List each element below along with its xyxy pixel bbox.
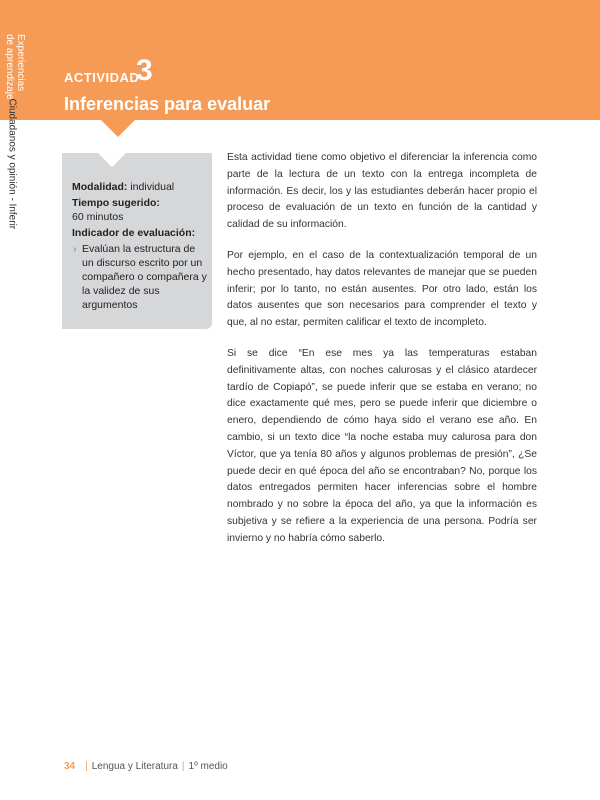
activity-number: 3	[136, 54, 153, 87]
footer-separator: |	[85, 761, 88, 772]
header-notch	[100, 119, 136, 137]
activity-info-content	[72, 180, 208, 314]
activity-body	[227, 150, 537, 562]
modalidad-value: individual	[130, 181, 175, 193]
indicador-row	[72, 226, 208, 312]
footer-separator: |	[181, 761, 185, 772]
indicador-item: › Evalúan la estructura de un discurso escrito por un compañero o compañera y la validez de sus argumentos	[82, 242, 208, 312]
tiempo-label: Tiempo sugerido:	[72, 197, 160, 209]
tiempo-value: 60 minutos	[72, 211, 124, 223]
indicador-list	[72, 242, 208, 312]
footer-subject: Lengua y Literatura	[91, 761, 178, 772]
body-paragraph-3: Si se dice “En ese mes ya las temperaturas estaban definitivamente altas, con noches calurosas y el clásico atardecer tardío de Copiapó”, se puede inferir que se estaba en verano; no dice exactamente qué mes, pero se puede inferir que diciembre o enero, dependiendo de cómo haya sido el verano ese año. En cambio, si un texto dice “la noche estaba muy calurosa para don Víctor, que ya tenía 80 años y algunos problemas de presión”, ¿Se puede decir en qué época del año se encontraban? No, porque los datos entregados permiten hacer inferencias sobre el hombre nombrado y no sobre la época del año, ya que la información es subjetiva y se refiere a la experiencia de una persona. Podría ser invierno y no habría cómo saberlo.	[227, 347, 537, 544]
page-footer	[64, 761, 228, 772]
body-paragraph-2: Por ejemplo, en el caso de la contextualización temporal de un hecho presentado, hay datos relevantes de manejar que se pueden inferir; por lo tanto, no están ausentes. Por otro lado, están los datos ausentes que son necesarios para comprender el texto y que, al no estar, permiten calificar el texto de incompleto.	[227, 249, 537, 329]
unit-side-label: Experiencias de aprendizaje	[4, 34, 26, 100]
body-paragraph-1: Esta actividad tiene como objetivo el diferenciar la inferencia como parte de la lectura de un texto con la entrega incompleta de información. Es decir, los y las estudiantes deberán hacer propio el proceso de evaluación de un texto en función de la cantidad y calidad de su información.	[227, 152, 537, 231]
modalidad-label: Modalidad:	[72, 181, 128, 193]
subject-side-label: Ciudadanos y opinión - Inferir	[6, 98, 18, 230]
activity-title: Inferencias para evaluar	[64, 94, 271, 114]
side-margin	[0, 0, 28, 800]
activity-label: ACTIVIDAD	[64, 70, 140, 85]
footer-grade: 1º medio	[188, 761, 228, 772]
indicador-label: Indicador de evaluación:	[72, 227, 196, 239]
page-number: 34	[64, 761, 76, 772]
tiempo-row	[72, 196, 208, 224]
info-box-notch	[98, 153, 126, 167]
modalidad-row	[72, 180, 208, 194]
